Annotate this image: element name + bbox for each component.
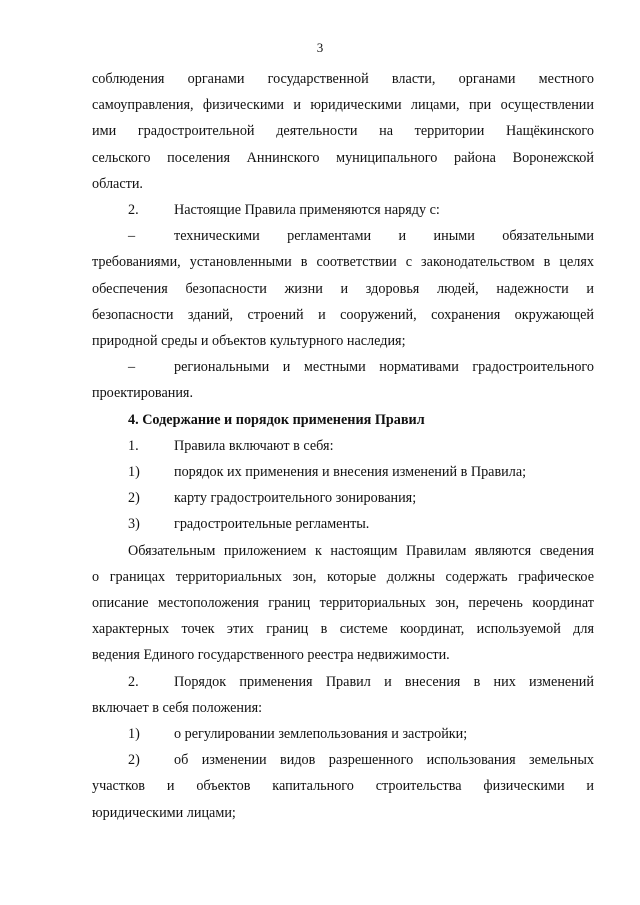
- list-marker: 1): [128, 726, 140, 743]
- dash-item: [92, 223, 594, 354]
- list-item: [92, 485, 594, 511]
- list-item-text: порядок их применения и внесения изменений в Правила;: [174, 464, 527, 481]
- list-item: [92, 459, 594, 485]
- text-line: требованиями, установленными в соответствии с законодательством в целях: [92, 254, 594, 271]
- list-marker: 2): [128, 752, 140, 769]
- list-item-text: градостроительные регламенты.: [174, 516, 370, 533]
- text-line: Порядок применения Правил и внесения в них изменений: [174, 673, 594, 690]
- text-line: ими градостроительной деятельности на территории Нащёкинского: [92, 123, 594, 140]
- text-line: участков и объектов капитального строительства физическими и: [92, 778, 594, 795]
- list-marker: 2.: [128, 673, 139, 690]
- list-item-text: карту градостроительного зонирования;: [174, 490, 417, 507]
- dash-marker: –: [128, 228, 136, 245]
- text-line: области.: [92, 175, 143, 192]
- text-line: самоуправления, физическими и юридическими лицами, при осуществлении: [92, 97, 594, 114]
- text-line: характерных точек этих границ в системе координат, используемой для: [92, 621, 594, 638]
- list-item: [92, 669, 594, 721]
- text-line: техническими регламентами и иными обязательными: [174, 228, 594, 245]
- text-line: о границах территориальных зон, которые должны содержать графическое: [92, 568, 594, 585]
- list-marker: 3): [128, 516, 140, 533]
- text-line: обеспечения безопасности жизни и здоровья людей, надежности и: [92, 280, 594, 297]
- list-item: [92, 197, 594, 223]
- list-marker: 1): [128, 464, 140, 481]
- text-line: сельского поселения Аннинского муниципального района Воронежской: [92, 149, 594, 166]
- intro-paragraph: [92, 66, 594, 197]
- dash-item: [92, 354, 594, 406]
- document-body: [92, 66, 594, 826]
- list-marker: 1.: [128, 437, 139, 454]
- text-line: региональными и местными нормативами градостроительного: [174, 359, 594, 376]
- text-line: соблюдения органами государственной власти, органами местного: [92, 71, 594, 87]
- text-line: проектирования.: [92, 385, 194, 402]
- text-line: включает в себя положения:: [92, 699, 263, 716]
- text-line: описание местоположения границ территориальных зон, перечень координат: [92, 595, 594, 612]
- dash-marker: –: [128, 359, 136, 376]
- list-item: [92, 721, 594, 747]
- list-item-text: Правила включают в себя:: [174, 437, 334, 454]
- text-line: юридическими лицами;: [92, 804, 236, 821]
- text-line: Обязательным приложением к настоящим Правилам являются сведения: [128, 542, 594, 559]
- section-heading: 4. Содержание и порядок применения Правил: [128, 411, 425, 428]
- list-item: [92, 511, 594, 537]
- list-item: [92, 747, 594, 826]
- text-line: безопасности зданий, строений и сооружений, сохранения окружающей: [92, 306, 594, 323]
- list-marker: 2.: [128, 202, 139, 219]
- page-number: 3: [316, 40, 324, 55]
- text-line: природной среды и объектов культурного наследия;: [92, 333, 406, 350]
- list-marker: 2): [128, 490, 140, 507]
- list-item: [92, 433, 594, 459]
- text-line: ведения Единого государственного реестра недвижимости.: [92, 647, 450, 664]
- text-line: об изменении видов разрешенного использования земельных: [174, 752, 594, 769]
- list-item-text: Настоящие Правила применяются наряду с:: [174, 202, 440, 219]
- list-item-text: о регулировании землепользования и застройки;: [174, 726, 468, 743]
- appendix-paragraph: [92, 538, 594, 669]
